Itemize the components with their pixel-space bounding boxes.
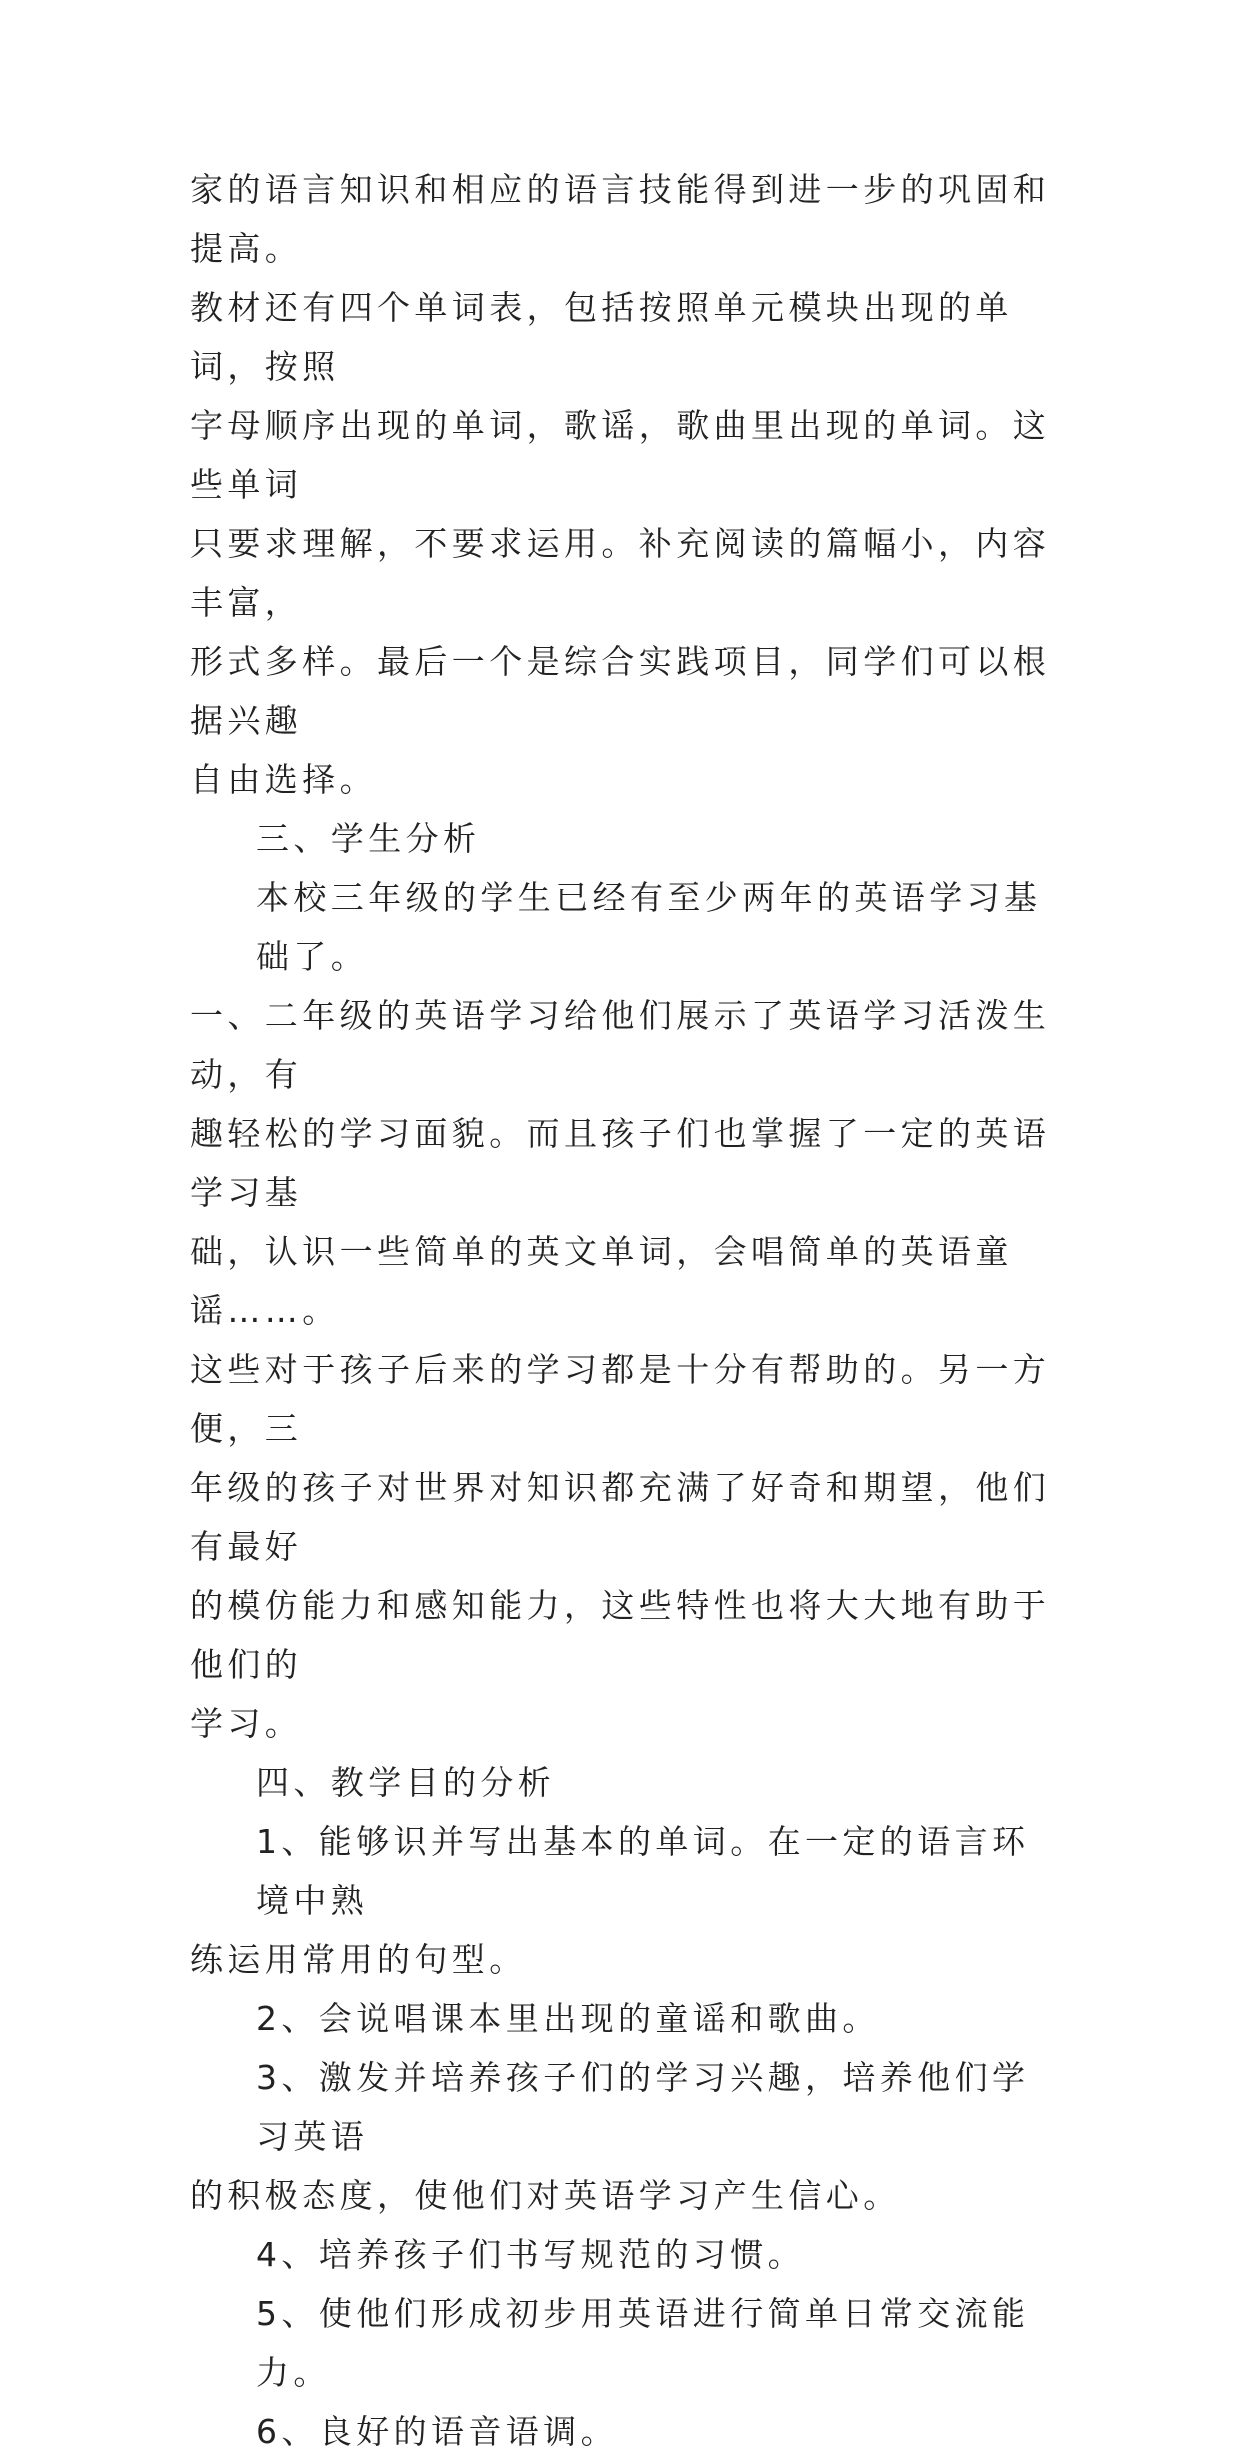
objective-item-3 <box>190 2048 1065 2225</box>
student-analysis-paragraph <box>190 868 1065 1753</box>
heading-text: 三、学生分析 <box>256 819 481 858</box>
text-line: 的积极态度，使他们对英语学习产生信心。 <box>190 2176 901 2215</box>
text-line: 4、培养孩子们书写规范的习惯。 <box>256 2235 805 2274</box>
text-line: 自由选择。 <box>190 760 377 799</box>
continuation-paragraph <box>190 160 1065 809</box>
section-heading-teaching-objectives <box>190 1753 1065 1812</box>
objective-item-4 <box>190 2225 1065 2284</box>
text-line: 练运用常用的句型。 <box>190 1940 527 1979</box>
objective-item-6 <box>190 2402 1065 2461</box>
text-line: 字母顺序出现的单词，歌谣，歌曲里出现的单词。这些单词 <box>190 406 1051 504</box>
text-line: 1、能够识并写出基本的单词。在一定的语言环境中熟 <box>256 1822 1030 1920</box>
text-line: 本校三年级的学生已经有至少两年的英语学习基础了。 <box>256 878 1042 976</box>
text-line: 只要求理解，不要求运用。补充阅读的篇幅小，内容丰富， <box>190 524 1051 622</box>
text-line: 6、良好的语音语调。 <box>256 2412 618 2451</box>
text-line: 2、会说唱课本里出现的童谣和歌曲。 <box>256 1999 880 2038</box>
text-line: 这些对于孩子后来的学习都是十分有帮助的。另一方便，三 <box>190 1350 1051 1448</box>
text-line: 5、使他们形成初步用英语进行简单日常交流能力。 <box>256 2294 1030 2392</box>
document-body <box>190 160 1065 2461</box>
text-line: 一、二年级的英语学习给他们展示了英语学习活泼生动，有 <box>190 996 1051 1094</box>
text-line: 家的语言知识和相应的语言技能得到进一步的巩固和提高。 <box>190 170 1051 268</box>
text-line: 形式多样。最后一个是综合实践项目，同学们可以根据兴趣 <box>190 642 1051 740</box>
objective-item-2 <box>190 1989 1065 2048</box>
text-line: 年级的孩子对世界对知识都充满了好奇和期望，他们有最好 <box>190 1468 1051 1566</box>
text-line: 学习。 <box>190 1704 303 1743</box>
text-line: 3、激发并培养孩子们的学习兴趣，培养他们学习英语 <box>256 2058 1030 2156</box>
section-heading-student-analysis <box>190 809 1065 868</box>
objective-item-1 <box>190 1812 1065 1989</box>
text-line: 础，认识一些简单的英文单词，会唱简单的英语童谣……。 <box>190 1232 1013 1330</box>
text-line: 的模仿能力和感知能力，这些特性也将大大地有助于他们的 <box>190 1586 1051 1684</box>
heading-text: 四、教学目的分析 <box>256 1763 556 1802</box>
text-line: 教材还有四个单词表，包括按照单元模块出现的单词，按照 <box>190 288 1013 386</box>
objective-item-5 <box>190 2284 1065 2402</box>
text-line: 趣轻松的学习面貌。而且孩子们也掌握了一定的英语学习基 <box>190 1114 1051 1212</box>
